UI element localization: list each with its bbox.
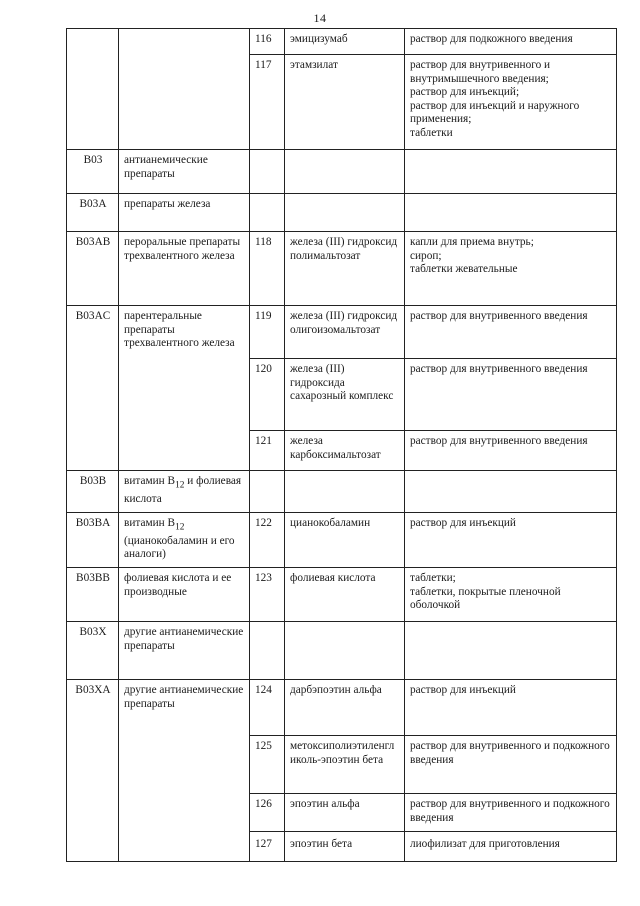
dosage-form: раствор для инъекций — [405, 680, 617, 736]
dosage-form: раствор для внутривенного введения — [405, 359, 617, 431]
atc-group-name: другие антианемические препараты — [119, 622, 250, 680]
drug-name — [285, 622, 405, 680]
group-name-part: (цианокобаламин и его аналоги) — [124, 534, 235, 561]
dosage-form — [405, 194, 617, 232]
dosage-form: раствор для внутривенного и внутримышечного введения; раствор для инъекций; раствор для инъекций и наружного применения; таблетки — [405, 55, 617, 150]
table-row — [67, 194, 617, 232]
atc-code: B03AB — [67, 232, 119, 306]
item-number: 125 — [250, 736, 285, 794]
atc-code-cell — [67, 29, 119, 150]
dosage-form: раствор для инъекций — [405, 513, 617, 568]
atc-code: B03BB — [67, 568, 119, 622]
drug-name: железа (III) гидроксид олигоизомальтозат — [285, 306, 405, 359]
item-number: 122 — [250, 513, 285, 568]
dosage-form — [405, 150, 617, 194]
atc-group-name — [119, 513, 250, 568]
item-number — [250, 150, 285, 194]
dosage-form — [405, 622, 617, 680]
subscript: 12 — [175, 522, 185, 533]
table-row — [67, 680, 617, 736]
drug-name: метоксиполиэтиленгликоль-эпоэтин бета — [285, 736, 405, 794]
drug-name: фолиевая кислота — [285, 568, 405, 622]
atc-code: B03AC — [67, 306, 119, 471]
atc-group-name: препараты железа — [119, 194, 250, 232]
atc-group-name: антианемические препараты — [119, 150, 250, 194]
drug-name: железа (III) гидроксида сахарозный комплекс — [285, 359, 405, 431]
item-number: 121 — [250, 431, 285, 471]
item-number: 118 — [250, 232, 285, 306]
table-row — [67, 568, 617, 622]
drug-name: железа (III) гидроксид полимальтозат — [285, 232, 405, 306]
drug-list-table — [66, 28, 617, 862]
dosage-form: таблетки; таблетки, покрытые пленочной оболочкой — [405, 568, 617, 622]
item-number: 127 — [250, 832, 285, 862]
drug-name: эпоэтин альфа — [285, 794, 405, 832]
page-number: 14 — [313, 11, 327, 25]
atc-group-name — [119, 471, 250, 513]
atc-code: B03 — [67, 150, 119, 194]
atc-group-name: фолиевая кислота и ее производные — [119, 568, 250, 622]
atc-code: B03XA — [67, 680, 119, 862]
table-row — [67, 622, 617, 680]
group-name-part: витамин B — [124, 475, 176, 487]
drug-name — [285, 194, 405, 232]
item-number: 117 — [250, 55, 285, 150]
drug-name: железа карбоксимальтозат — [285, 431, 405, 471]
group-name-part: и фолиевая кислота — [124, 475, 242, 505]
dosage-form: раствор для внутривенного введения — [405, 306, 617, 359]
table-row — [67, 150, 617, 194]
item-number: 120 — [250, 359, 285, 431]
atc-group-name: пероральные препараты трехвалентного железа — [119, 232, 250, 306]
drug-name: этамзилат — [285, 55, 405, 150]
dosage-form: раствор для внутривенного введения — [405, 431, 617, 471]
group-name-part: витамин B — [124, 517, 176, 529]
item-number — [250, 471, 285, 513]
subscript: 12 — [175, 480, 185, 491]
atc-group-cell — [119, 29, 250, 150]
dosage-form: раствор для подкожного введения — [405, 29, 617, 55]
item-number: 123 — [250, 568, 285, 622]
atc-group-name: парентеральные препараты трехвалентного железа — [119, 306, 250, 471]
drug-name — [285, 150, 405, 194]
atc-group-name: другие антианемические препараты — [119, 680, 250, 862]
drug-name: эпоэтин бета — [285, 832, 405, 862]
drug-name: эмицизумаб — [285, 29, 405, 55]
table-row — [67, 471, 617, 513]
drug-name — [285, 471, 405, 513]
item-number: 124 — [250, 680, 285, 736]
atc-code: B03A — [67, 194, 119, 232]
table-row — [67, 29, 617, 55]
item-number: 116 — [250, 29, 285, 55]
drug-name: дарбэпоэтин альфа — [285, 680, 405, 736]
item-number — [250, 622, 285, 680]
dosage-form: лиофилизат для приготовления — [405, 832, 617, 862]
item-number: 126 — [250, 794, 285, 832]
drug-name: цианокобаламин — [285, 513, 405, 568]
atc-code: B03B — [67, 471, 119, 513]
atc-code: B03X — [67, 622, 119, 680]
dosage-form: раствор для внутривенного и подкожного введения — [405, 736, 617, 794]
item-number — [250, 194, 285, 232]
dosage-form — [405, 471, 617, 513]
dosage-form: капли для приема внутрь; сироп; таблетки жевательные — [405, 232, 617, 306]
item-number: 119 — [250, 306, 285, 359]
atc-code: B03BA — [67, 513, 119, 568]
table-row — [67, 306, 617, 359]
table-row — [67, 513, 617, 568]
dosage-form: раствор для внутривенного и подкожного введения — [405, 794, 617, 832]
table-row — [67, 232, 617, 306]
